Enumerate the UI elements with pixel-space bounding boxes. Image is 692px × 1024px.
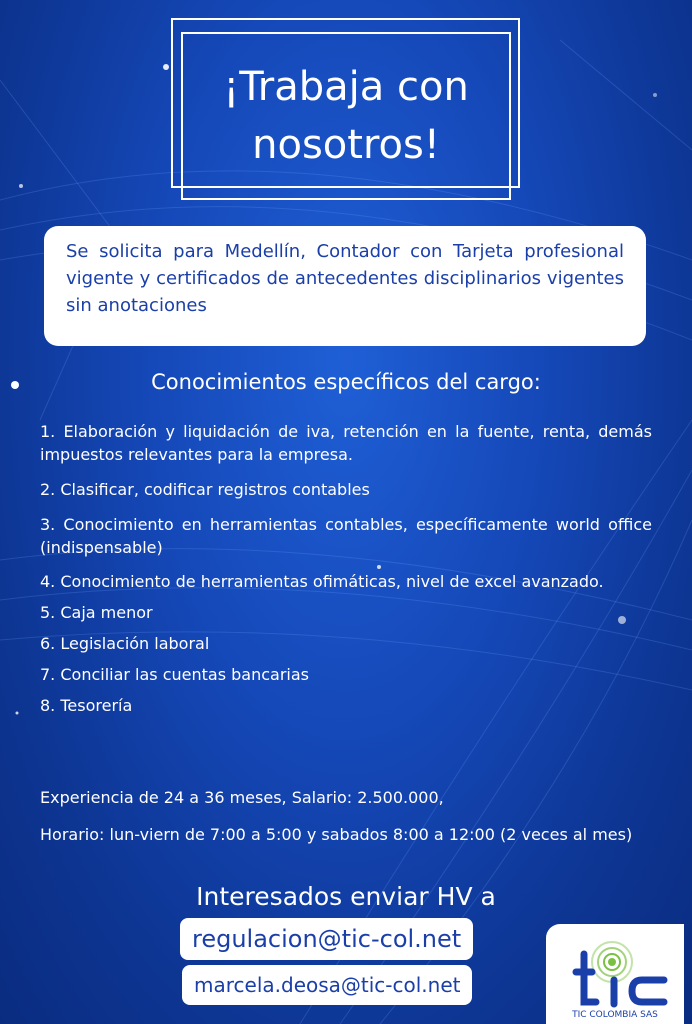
intro-box: Se solicita para Medellín, Contador con Tarjeta profesional vigente y certificados de antecedentes disciplinarios vigentes sin anotaciones bbox=[44, 226, 646, 346]
requirement-item: 8. Tesorería bbox=[40, 696, 133, 715]
section-heading: Conocimientos específicos del cargo: bbox=[151, 370, 541, 394]
contact-heading: Interesados enviar HV a bbox=[196, 882, 496, 911]
company-logo bbox=[546, 924, 684, 1024]
title-frame bbox=[181, 32, 511, 200]
requirement-item: 3. Conocimiento en herramientas contables, específicamente world office (indispensable) bbox=[40, 515, 652, 557]
page-title: ¡Trabaja con nosotros! bbox=[223, 64, 469, 168]
job-details bbox=[40, 786, 652, 846]
requirement-item: 7. Conciliar las cuentas bancarias bbox=[40, 665, 310, 684]
email-link-regulacion[interactable]: regulacion@tic-col.net bbox=[180, 918, 473, 960]
requirements-list bbox=[40, 420, 652, 717]
schedule: Horario: lun-viern de 7:00 a 5:00 y sabados 8:00 a 12:00 (2 veces al mes) bbox=[40, 825, 633, 844]
email-link-marcela[interactable]: marcela.deosa@tic-col.net bbox=[182, 965, 472, 1005]
tic-logo-icon bbox=[546, 924, 684, 1024]
logo-caption: TIC COLOMBIA SAS bbox=[572, 1010, 658, 1020]
requirement-item: 5. Caja menor bbox=[40, 603, 153, 622]
requirement-item: 2. Clasificar, codificar registros contables bbox=[40, 480, 370, 499]
requirement-item: 6. Legislación laboral bbox=[40, 634, 210, 653]
requirement-item: 4. Conocimiento de herramientas ofimáticas, nivel de excel avanzado. bbox=[40, 572, 604, 591]
experience-salary: Experiencia de 24 a 36 meses, Salario: 2.500.000, bbox=[40, 788, 444, 807]
requirement-item: 1. Elaboración y liquidación de iva, retención en la fuente, renta, demás impuestos relevantes para la empresa. bbox=[40, 422, 652, 464]
